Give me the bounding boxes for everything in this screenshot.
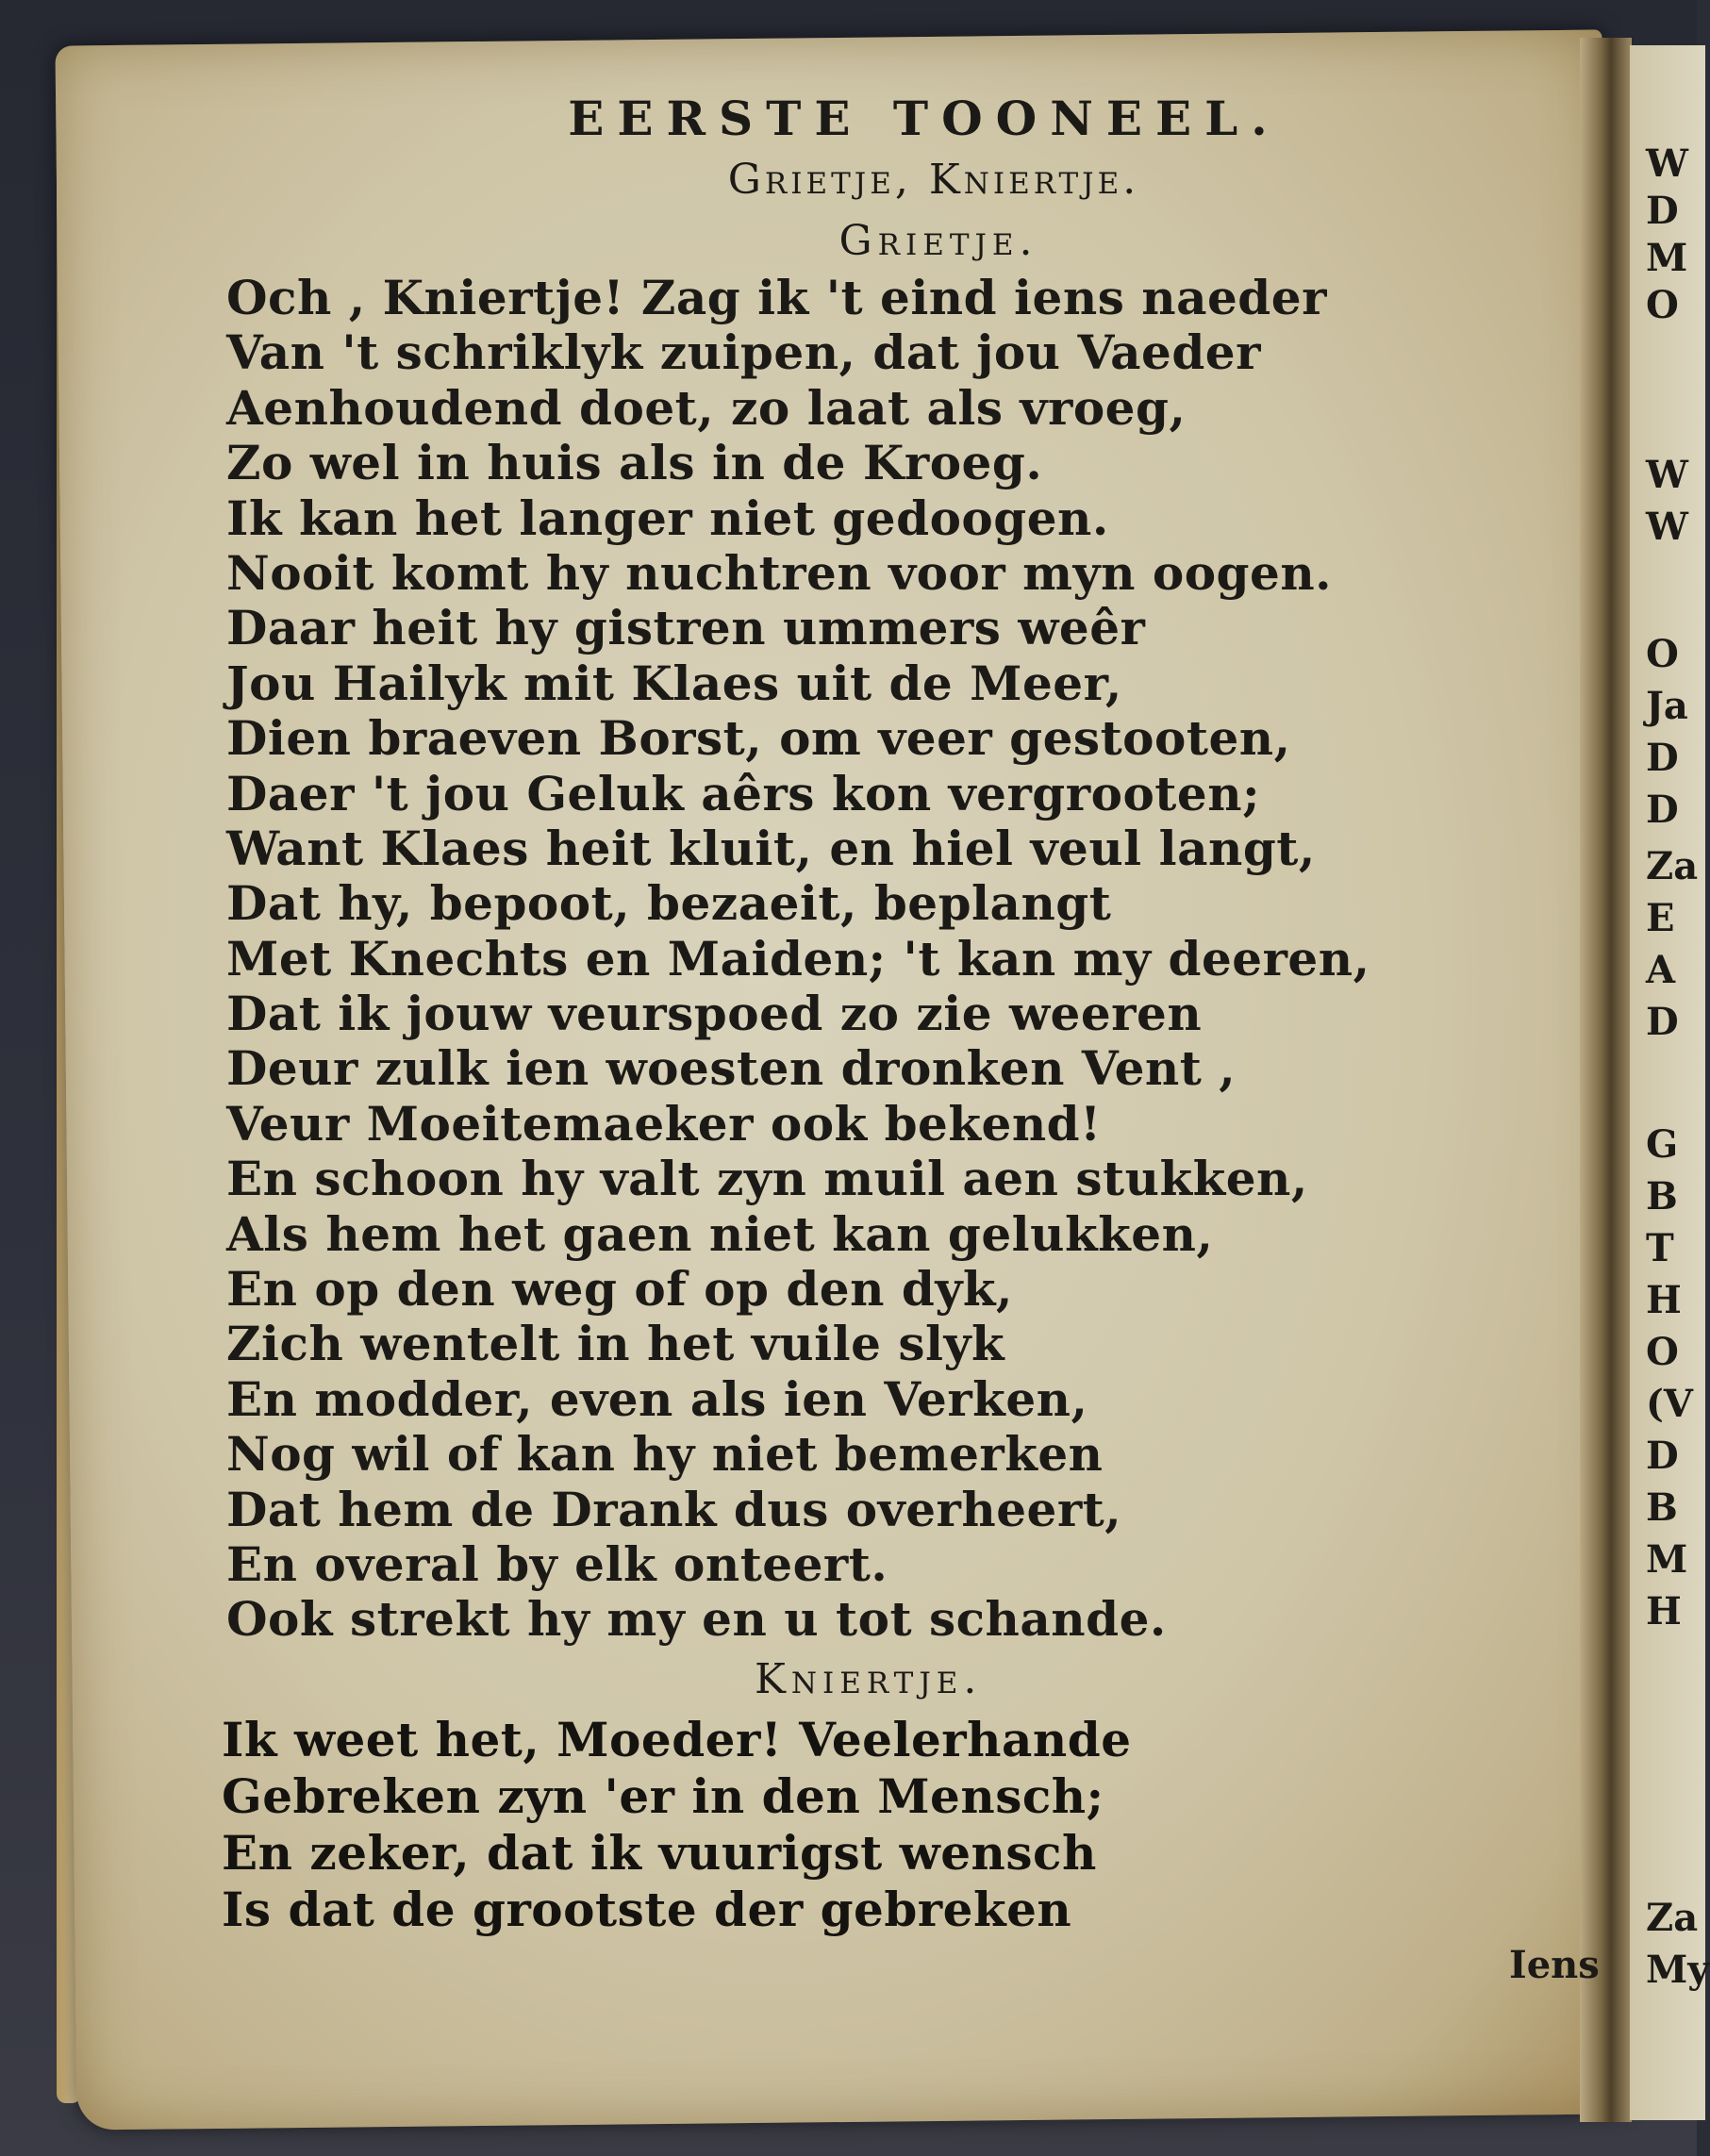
right-page-fragment: (V — [1646, 1382, 1693, 1426]
verse-line: Als hem het gaen niet kan gelukken, — [226, 1205, 1214, 1262]
right-page-fragment: W — [1646, 453, 1688, 497]
right-page-fragment: G — [1646, 1122, 1679, 1167]
right-page-fragment: My — [1646, 1948, 1710, 1992]
verse-line: Ik kan het langer niet gedoogen. — [226, 489, 1109, 546]
character-list: Grietje, Kniertje. — [727, 156, 1140, 204]
right-page-fragment: B — [1646, 1174, 1678, 1219]
verse-line: Is dat de grootste der gebreken — [222, 1882, 1072, 1937]
verse-line: Daer 't jou Geluk aêrs kon vergrooten; — [226, 765, 1261, 821]
verse-block — [226, 271, 1566, 1648]
verse-line: Nooit komt hy nuchtren voor myn oogen. — [226, 544, 1333, 601]
verse-line: Want Klaes heit kluit, en hiel veul langt, — [226, 820, 1316, 876]
verse-line: Aenhoudend doet, zo laat als vroeg, — [226, 379, 1187, 436]
verse-line: Van 't schriklyk zuipen, dat jou Vaeder — [226, 324, 1261, 381]
verse-line: En overal by elk onteert. — [226, 1535, 888, 1592]
right-page-fragment: M — [1646, 1537, 1688, 1582]
right-page-fragment: D — [1646, 788, 1679, 832]
right-page-fragment: D — [1646, 736, 1679, 780]
right-page-fragment: D — [1646, 1434, 1679, 1478]
verse-line: En zeker, dat ik vuurigst wensch — [222, 1825, 1097, 1881]
verse-line: En op den weg of op den dyk, — [226, 1261, 1013, 1318]
verse-line: Dat ik jouw veurspoed zo zie weeren — [226, 986, 1203, 1042]
right-page-fragment: Za — [1646, 844, 1699, 888]
right-page-fragment: O — [1646, 283, 1679, 327]
verse-line: Dien braeven Borst, om veer gestooten, — [226, 710, 1291, 767]
verse-line: Dat hy, bepoot, bezaeit, beplangt — [226, 875, 1112, 932]
speaker-name: Kniertje. — [755, 1655, 983, 1703]
right-page-fragment: W — [1646, 141, 1688, 186]
catchword: Iens — [1509, 1943, 1600, 1987]
verse-line: Gebreken zyn 'er in den Mensch; — [222, 1768, 1104, 1824]
right-page-fragment: H — [1646, 1278, 1682, 1322]
verse-line: Veur Moeitemaeker ook bekend! — [226, 1095, 1102, 1152]
book-page-right — [1630, 45, 1705, 2120]
right-page-fragment: Ja — [1646, 684, 1688, 728]
verse-line: Nog wil of kan hy niet bemerken — [226, 1426, 1104, 1483]
verse-line: Zich wentelt in het vuile slyk — [226, 1316, 1005, 1372]
scene-title: EERSTE TOONEEL. — [568, 91, 1281, 146]
right-page-fragment: A — [1646, 948, 1676, 992]
verse-line: Ook strekt hy my en u tot schande. — [226, 1591, 1167, 1648]
right-page-fragment: Za — [1646, 1896, 1699, 1940]
verse-line: Met Knechts en Maiden; 't kan my deeren, — [226, 930, 1370, 987]
right-page-fragment: D — [1646, 189, 1679, 233]
right-page-fragment: O — [1646, 1330, 1679, 1374]
verse-block — [222, 1712, 1448, 1938]
verse-line: En schoon hy valt zyn muil aen stukken, — [226, 1151, 1308, 1207]
verse-line: Ik weet het, Moeder! Veelerhande — [222, 1712, 1132, 1767]
right-page-fragment: T — [1646, 1226, 1674, 1270]
right-page-fragment: O — [1646, 632, 1679, 676]
right-page-fragment: E — [1646, 896, 1675, 940]
page-text — [226, 90, 1566, 1648]
book-gutter — [1580, 38, 1632, 2122]
verse-line: Och , Kniertje! Zag ik 't eind iens naeder — [226, 270, 1327, 325]
verse-line: En modder, even als ien Verken, — [226, 1370, 1088, 1427]
verse-line: Jou Hailyk mit Klaes uit de Meer, — [226, 655, 1122, 711]
right-page-fragment: H — [1646, 1589, 1682, 1634]
verse-line: Deur zulk ien woesten dronken Vent , — [226, 1040, 1237, 1097]
right-page-fragment: B — [1646, 1485, 1678, 1530]
verse-line: Daar heit hy gistren ummers weêr — [226, 600, 1146, 656]
verse-line: Dat hem de Drank dus overheert, — [226, 1481, 1122, 1537]
right-page-fragment: D — [1646, 1000, 1679, 1044]
speaker-name: Grietje. — [838, 217, 1038, 265]
verse-line: Zo wel in huis als in de Kroeg. — [226, 435, 1043, 491]
right-page-fragment: W — [1646, 505, 1688, 549]
right-page-fragment: M — [1646, 236, 1688, 280]
